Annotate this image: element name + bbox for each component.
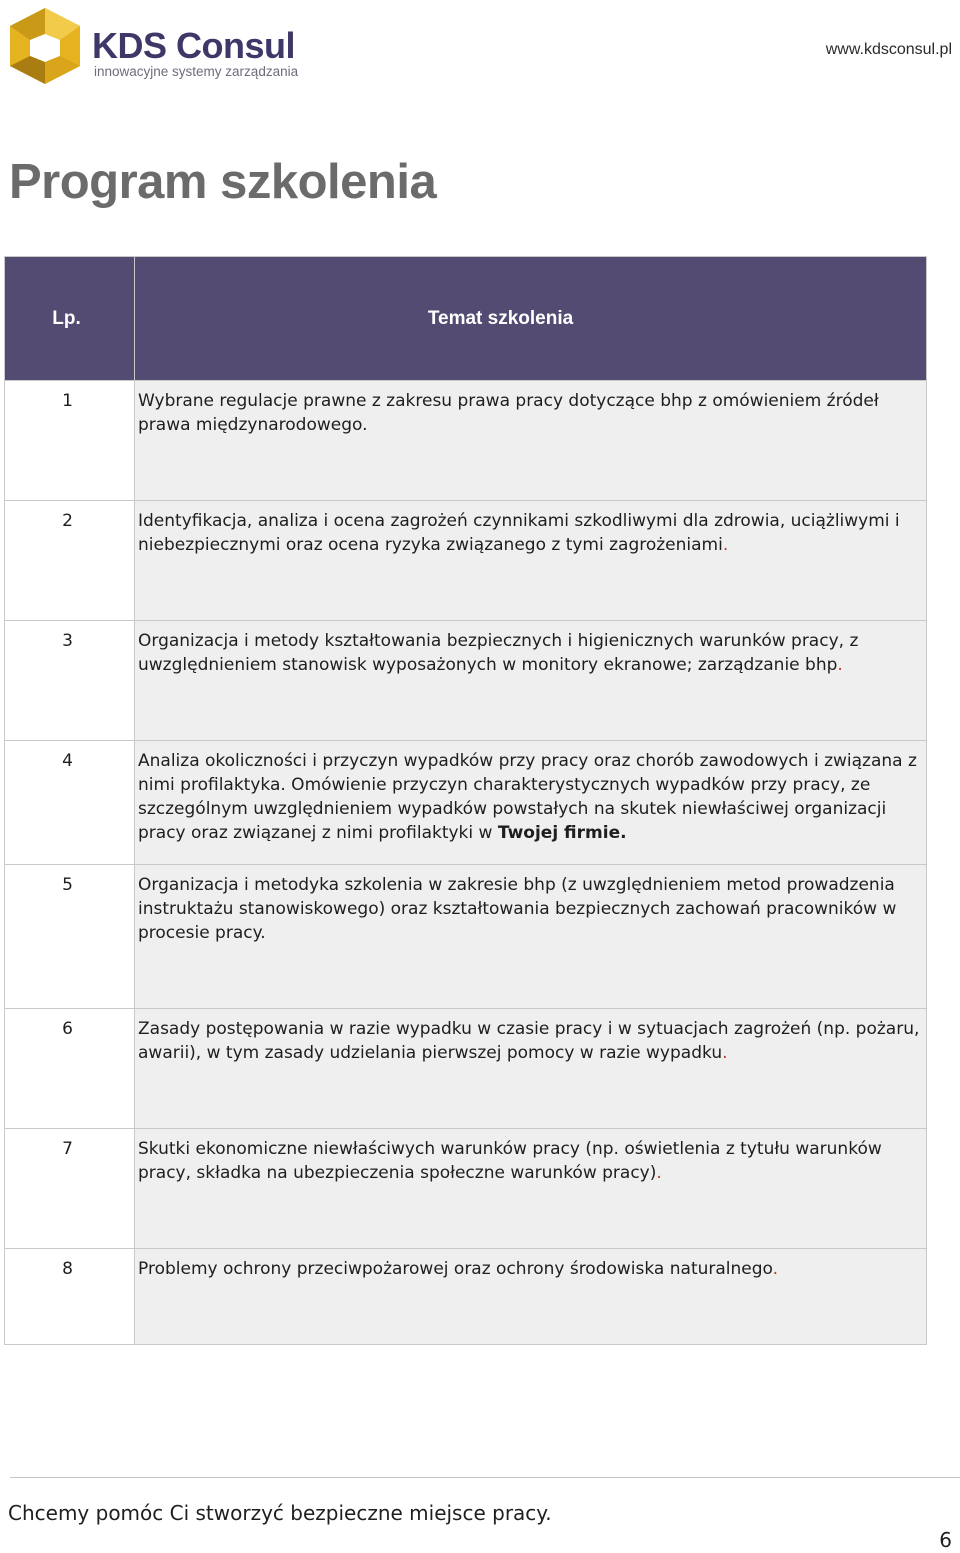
row-topic-tail: . [722,1043,728,1063]
column-header-number: Lp. [5,257,135,381]
row-number: 2 [5,501,135,621]
training-program-table [4,256,927,1345]
row-number: 6 [5,1009,135,1129]
row-number: 8 [5,1249,135,1345]
row-topic-tail: . [837,655,843,675]
page-header [0,0,960,100]
row-topic-tail: . [772,1259,779,1279]
row-topic [135,381,927,501]
table-row [5,865,927,1009]
row-topic-text: Wybrane regulacje prawne z zakresu prawa pracy dotyczące bhp z omówieniem źródeł prawa międzynarodowego. [138,391,879,435]
page-number: 6 [939,1528,952,1552]
row-topic-text: Problemy ochrony przeciwpożarowej oraz ochrony środowiska naturalnego [138,1259,773,1279]
row-topic [135,741,927,865]
row-topic [135,865,927,1009]
page-title: Program szkolenia [9,155,437,209]
row-number: 7 [5,1129,135,1249]
table-row [5,741,927,865]
row-topic-tail: . [722,535,729,555]
row-topic [135,1009,927,1129]
website-url[interactable]: www.kdsconsul.pl [825,41,952,58]
row-topic-text: Identyfikacja, analiza i ocena zagrożeń czynnikami szkodliwymi dla zdrowia, uciążliwymi i niebezpiecznymi oraz ocena ryzyka związanego z tymi zagrożeniami [138,511,900,555]
table-row [5,1129,927,1249]
logo-tagline: innowacyjne systemy zarządzania [94,64,299,79]
row-topic-emphasis: Twojej firmie. [497,823,627,843]
kds-logo-icon [8,6,82,86]
row-number: 5 [5,865,135,1009]
footer-divider [10,1477,960,1478]
row-topic-tail: . [656,1163,662,1183]
table-row [5,381,927,501]
row-topic [135,501,927,621]
row-number: 3 [5,621,135,741]
table-row [5,1009,927,1129]
row-topic [135,1129,927,1249]
row-topic-text: Organizacja i metody kształtowania bezpiecznych i higienicznych warunków pracy, z uwzględnieniem stanowisk wyposażonych w monitory ekranowe; zarządzanie bhp [138,631,859,675]
row-topic-text: Analiza okoliczności i przyczyn wypadków przy pracy oraz chorób zawodowych i związana z nimi profilaktyka. Omówienie przyczyn charakterystycznych wypadków przy pracy, ze szczególnym uwzględnieniem wypadków powstałych na skutek niewłaściwej organizacji pracy oraz związanej z nimi profilaktyki w [138,751,917,843]
column-header-topic: Temat szkolenia [135,257,927,381]
row-topic-text: Skutki ekonomiczne niewłaściwych warunków pracy (np. oświetlenia z tytułu warunków pracy, składka na ubezpieczenia społeczne warunków pracy) [138,1139,882,1183]
row-topic-text: Organizacja i metodyka szkolenia w zakresie bhp (z uwzględnieniem metod prowadzenia instruktażu stanowiskowego) oraz kształtowania bezpiecznych zachowań pracowników w procesie pracy. [138,875,897,943]
table-row [5,621,927,741]
row-number: 1 [5,381,135,501]
table-row [5,501,927,621]
row-topic [135,1249,927,1345]
row-topic [135,621,927,741]
row-topic-text: Zasady postępowania w razie wypadku w czasie pracy i w sytuacjach zagrożeń (np. pożaru, awarii), w tym zasady udzielania pierwszej pomocy w razie wypadku [138,1019,920,1063]
footer-slogan: Chcemy pomóc Ci stworzyć bezpieczne miejsce pracy. [8,1501,552,1525]
row-number: 4 [5,741,135,865]
table-header-row [5,257,927,381]
table-row [5,1249,927,1345]
logo-company-name: KDS Consul [92,25,296,66]
